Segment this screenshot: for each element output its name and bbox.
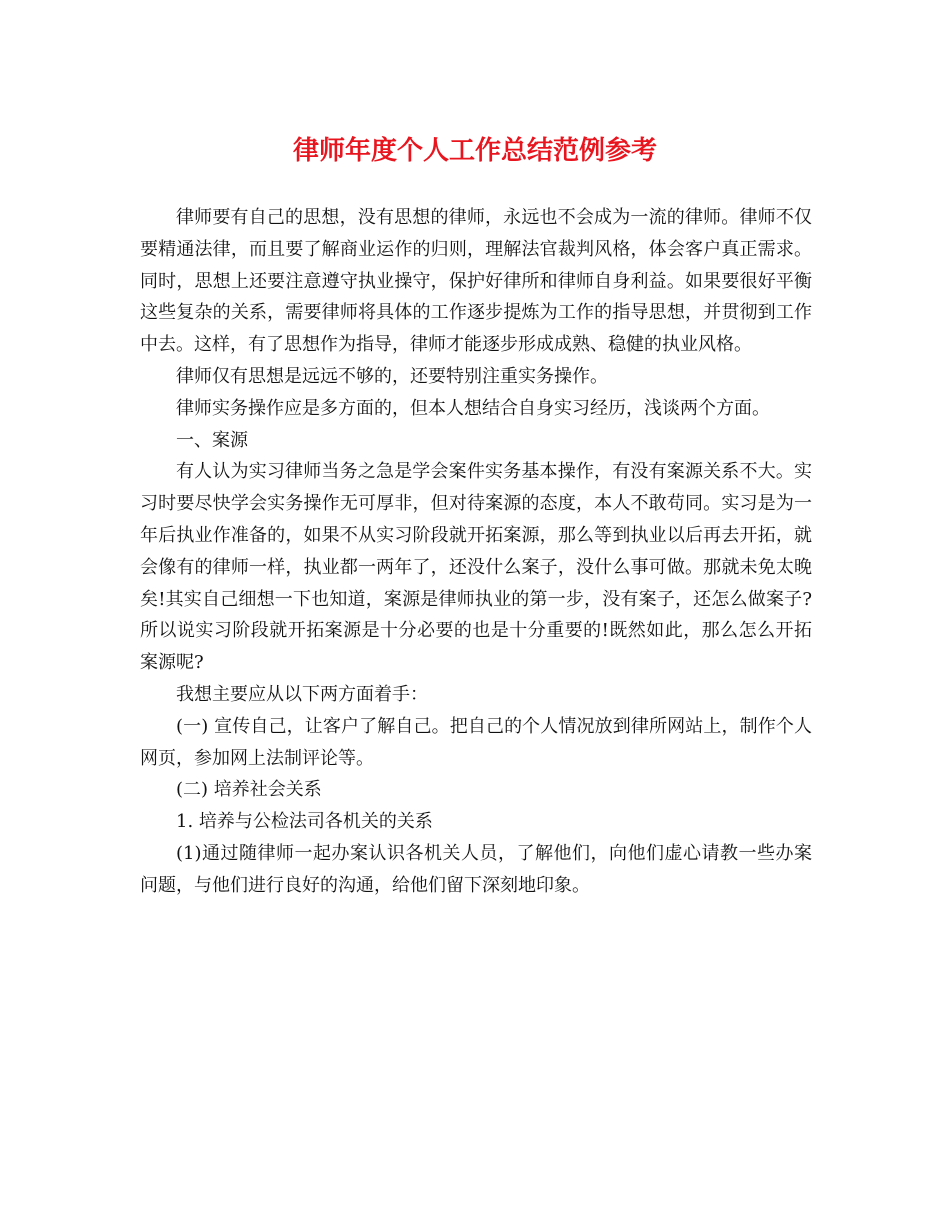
list-item: (一) 宣传自己，让客户了解自己。把自己的个人情况放到律所网站上，制作个人网页，参加网上法制评论等。	[140, 715, 812, 769]
document-title: 律师年度个人工作总结范例参考	[292, 136, 657, 166]
paragraph: 我想主要应从以下两方面着手：	[176, 683, 428, 705]
list-item: 1. 培养与公检法司各机关的关系	[176, 811, 433, 833]
section-heading: 一、案源	[176, 429, 248, 451]
paragraph: 律师要有自己的思想，没有思想的律师，永远也不会成为一流的律师。律师不仅要精通法律，而且要了解商业运作的归则，理解法官裁判风格，体会客户真正需求。同时，思想上还要注意遵守执业操守，保护好律所和律师自身利益。如果要很好平衡这些复杂的关系，需要律师将具体的工作逐步提炼为工作的指导思想，并贯彻到工作中去。这样，有了思想作为指导，律师才能逐步形成成熟、稳健的执业风格。	[140, 207, 812, 356]
document-body	[140, 202, 812, 902]
paragraph: 律师实务操作应是多方面的，但本人想结合自身实习经历，浅谈两个方面。	[176, 397, 770, 419]
paragraph: 有人认为实习律师当务之急是学会案件实务基本操作，有没有案源关系不大。实习时要尽快学会实务操作无可厚非，但对待案源的态度，本人不敢苟同。实习是为一年后执业作准备的，如果不从实习阶段就开拓案源，那么等到执业以后再去开拓，就会像有的律师一样，执业都一两年了，还没什么案子，没什么事可做。那就未免太晚矣!其实自己细想一下也知道，案源是律师执业的第一步，没有案子，还怎么做案子?所以说实习阶段就开拓案源是十分必要的也是十分重要的!既然如此，那么怎么开拓案源呢?	[140, 461, 812, 674]
paragraph: 律师仅有思想是远远不够的，还要特别注重实务操作。	[176, 365, 608, 387]
list-item: (1)通过随律师一起办案认识各机关人员，了解他们，向他们虚心请教一些办案问题，与他们进行良好的沟通，给他们留下深刻地印象。	[140, 842, 812, 896]
list-item: (二) 培养社会关系	[176, 779, 322, 801]
